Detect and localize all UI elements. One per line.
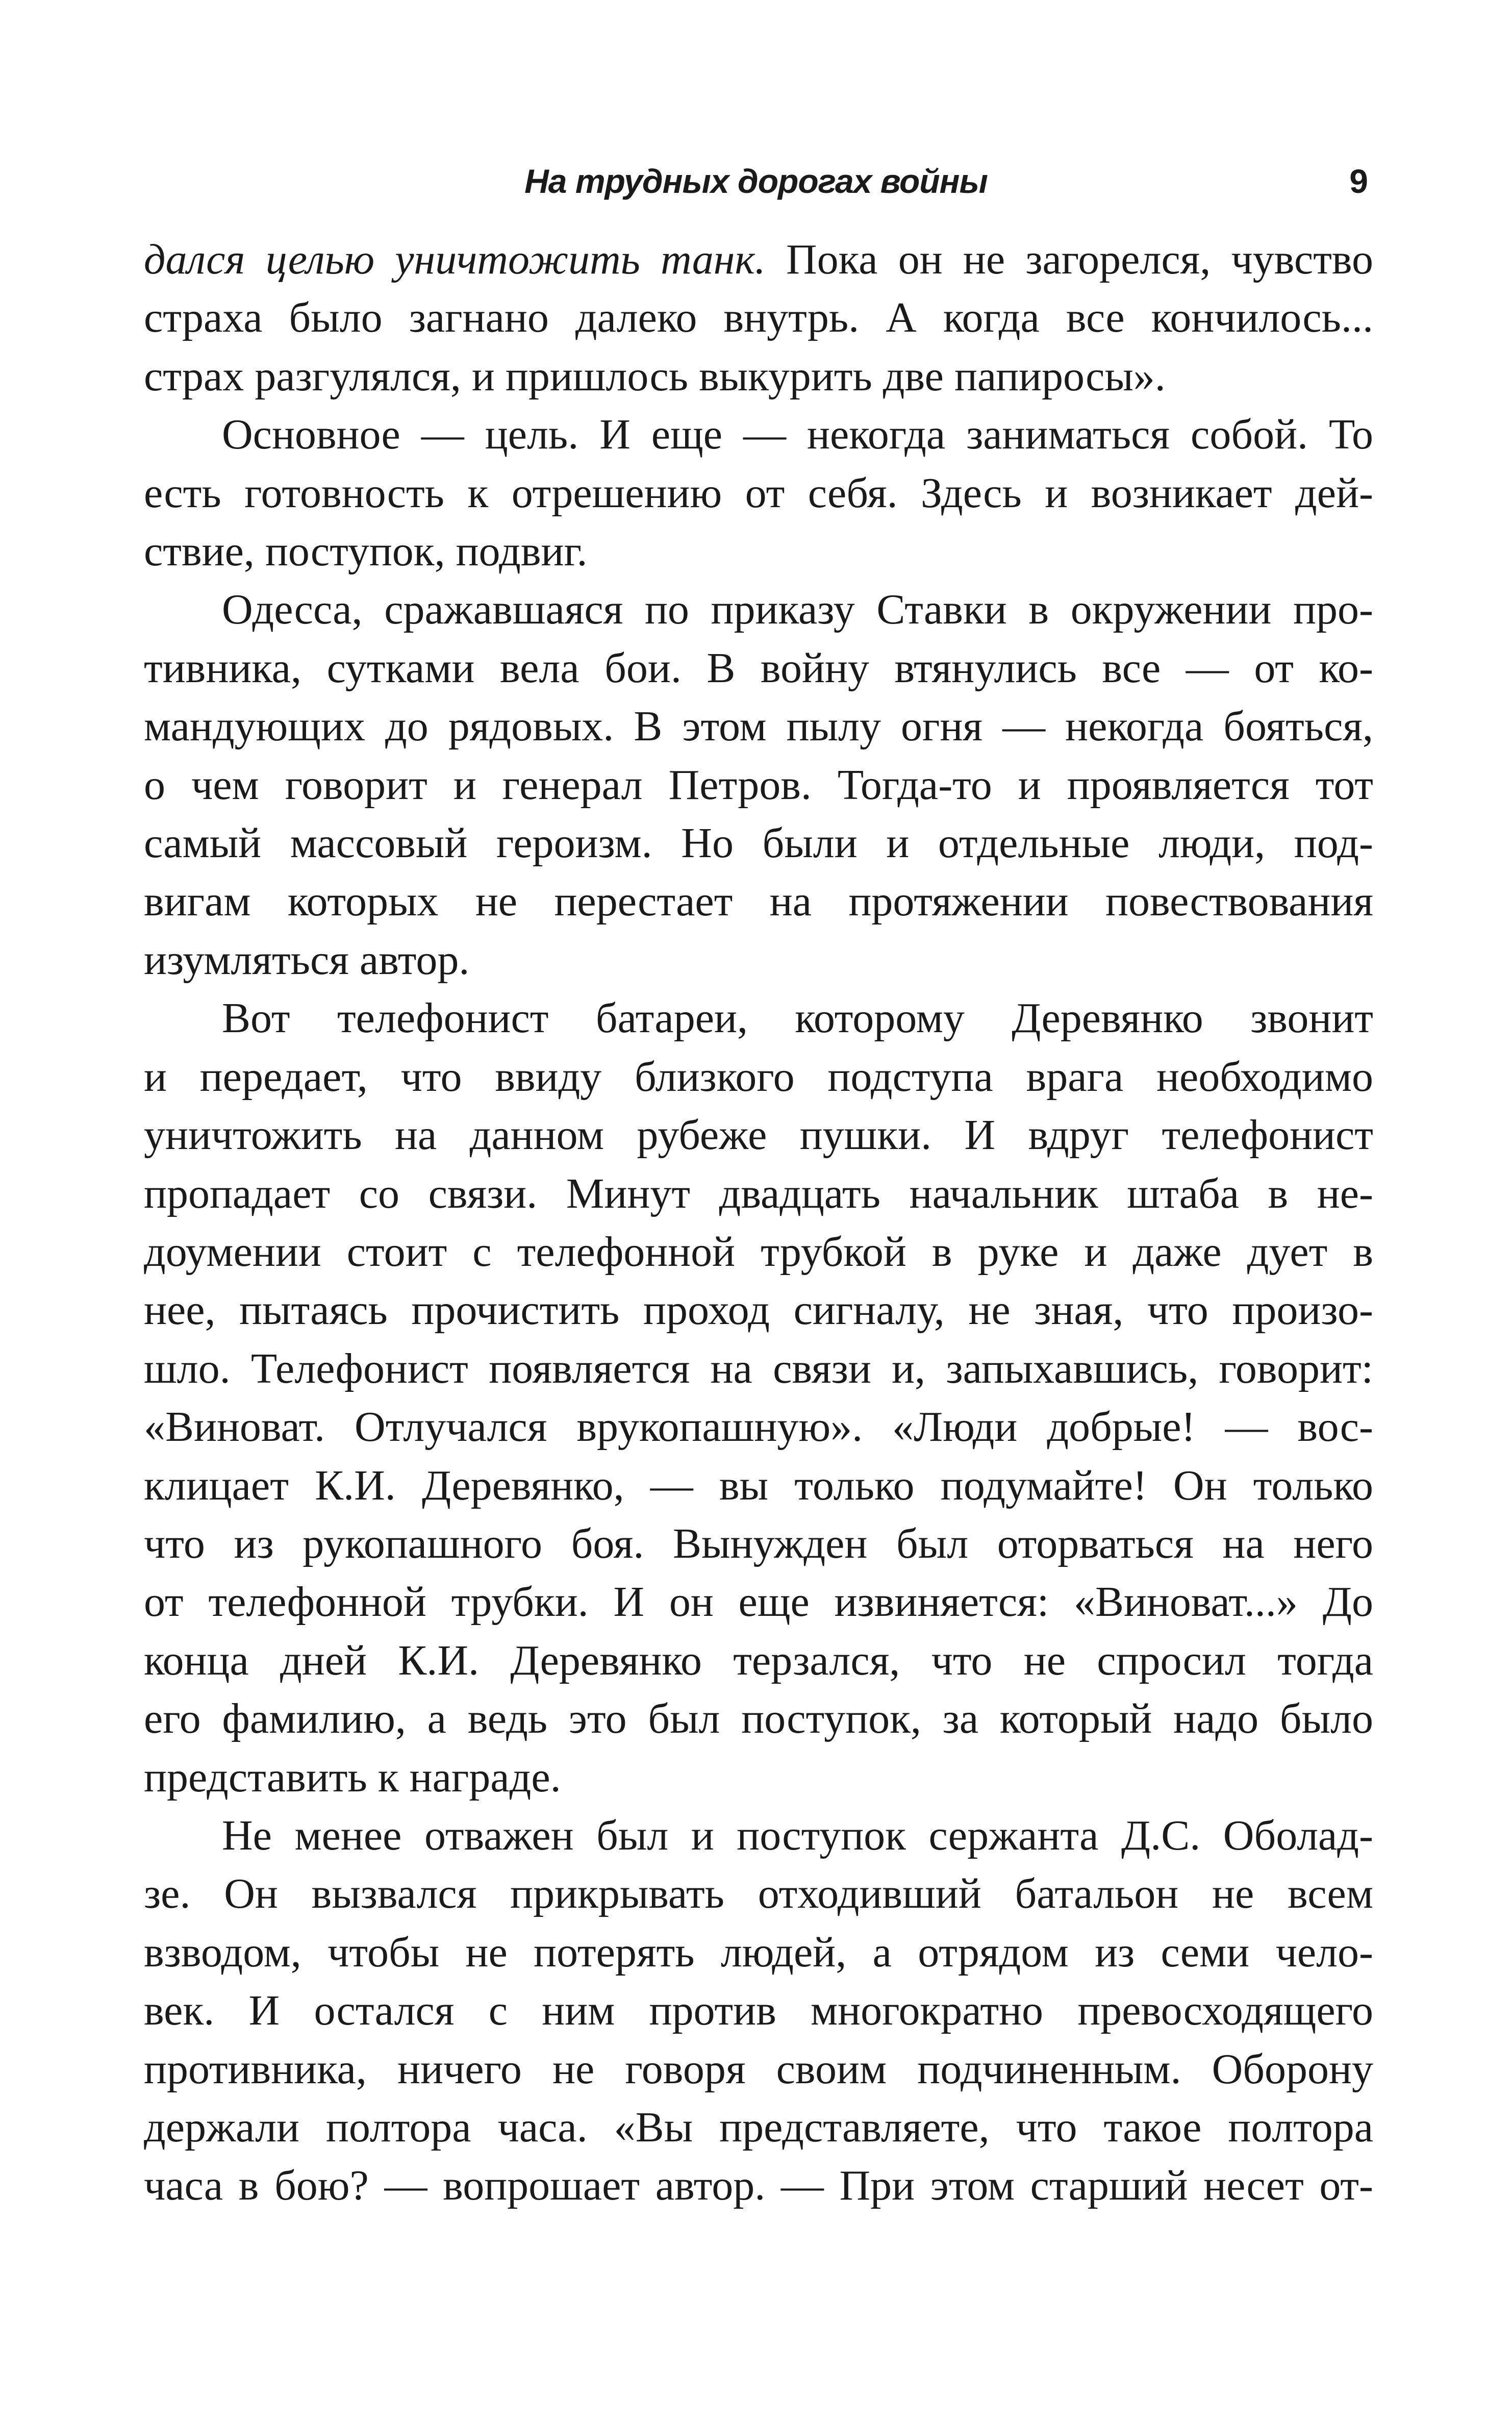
paragraph: [144, 989, 1373, 1807]
paragraph: [144, 231, 1373, 406]
text-line: конца дней К.И. Деревянко терзался, что не спросил тогда: [144, 1636, 1373, 1684]
text-line: есть готовность к отрешению от себя. Здесь и возникает дей-: [144, 469, 1373, 517]
text-line: Не менее отважен был и поступок сержанта Д.С. Оболад-: [222, 1811, 1373, 1859]
italic-phrase: дался целью уничтожить танк.: [144, 236, 766, 283]
paragraph: [144, 406, 1373, 581]
text-line: век. И остался с ним против многократно превосходящего: [144, 1987, 1373, 2035]
text-line: пропадает со связи. Минут двадцать начальник штаба в не-: [144, 1169, 1373, 1217]
text-line: ствие, поступок, подвиг.: [144, 528, 588, 576]
text-line: тивника, сутками вела бои. В войну втянулись все — от ко-: [144, 644, 1373, 692]
text-line: о чем говорит и генерал Петров. Тогда-то и проявляется тот: [144, 761, 1373, 809]
text-line: от телефонной трубки. И он еще извиняется: «Виноват...» До: [144, 1578, 1373, 1626]
text-line: шло. Телефонист появляется на связи и, запыхавшись, говорит:: [144, 1344, 1373, 1392]
text-line: дался целью уничтожить танк. Пока он не загорелся, чувство: [144, 236, 1373, 283]
paragraph: [144, 581, 1373, 989]
text-line: противника, ничего не говоря своим подчиненным. Оборону: [144, 2045, 1373, 2093]
paragraph: [144, 1807, 1373, 2215]
page-number: 9: [1349, 162, 1368, 200]
text-line: страха было загнано далеко внутрь. А когда все кончилось...: [144, 294, 1373, 342]
text-line: часа в бою? — вопрошает автор. — При этом старший несет от-: [144, 2162, 1373, 2210]
text-line: Одесса, сражавшаяся по приказу Ставки в окружении про-: [222, 586, 1373, 634]
text-line: нее, пытаясь прочистить проход сигналу, не зная, что произо-: [144, 1286, 1373, 1334]
body-text: [144, 231, 1373, 2215]
text-line: Основное — цель. И еще — некогда заниматься собой. То: [222, 411, 1373, 459]
text-line: держали полтора часа. «Вы представляете, что такое полтора: [144, 2104, 1373, 2151]
text-line: вигам которых не перестает на протяжении повествования: [144, 878, 1373, 926]
text-line: уничтожить на данном рубеже пушки. И вдруг телефонист: [144, 1111, 1373, 1159]
text-line: что из рукопашного боя. Вынужден был оторваться на него: [144, 1519, 1373, 1567]
text-line: зе. Он вызвался прикрывать отходивший батальон не всем: [144, 1870, 1373, 1918]
text-line: взводом, чтобы не потерять людей, а отрядом из семи чело-: [144, 1928, 1373, 1976]
text-line: мандующих до рядовых. В этом пылу огня — некогда бояться,: [144, 703, 1373, 751]
running-header: [0, 153, 1512, 209]
text-line: доумении стоит с телефонной трубкой в руке и даже дует в: [144, 1228, 1373, 1276]
text-line: изумляться автор.: [144, 936, 470, 984]
running-title: На трудных дорогах войны: [524, 162, 988, 200]
text-line: представить к награде.: [144, 1753, 561, 1801]
text-line: страх разгулялся, и пришлось выкурить две папиросы».: [144, 352, 1166, 400]
text-line: клицает К.И. Деревянко, — вы только подумайте! Он только: [144, 1461, 1373, 1509]
text-line: самый массовый героизм. Но были и отдельные люди, под-: [144, 819, 1373, 867]
text-line: и передает, что ввиду близкого подступа врага необходимо: [144, 1053, 1373, 1101]
text-line: «Виноват. Отлучался врукопашную». «Люди добрые! — вос-: [144, 1403, 1373, 1451]
text-line: Вот телефонист батареи, которому Деревянко звонит: [222, 994, 1373, 1042]
text-line: его фамилию, а ведь это был поступок, за который надо было: [144, 1695, 1373, 1743]
